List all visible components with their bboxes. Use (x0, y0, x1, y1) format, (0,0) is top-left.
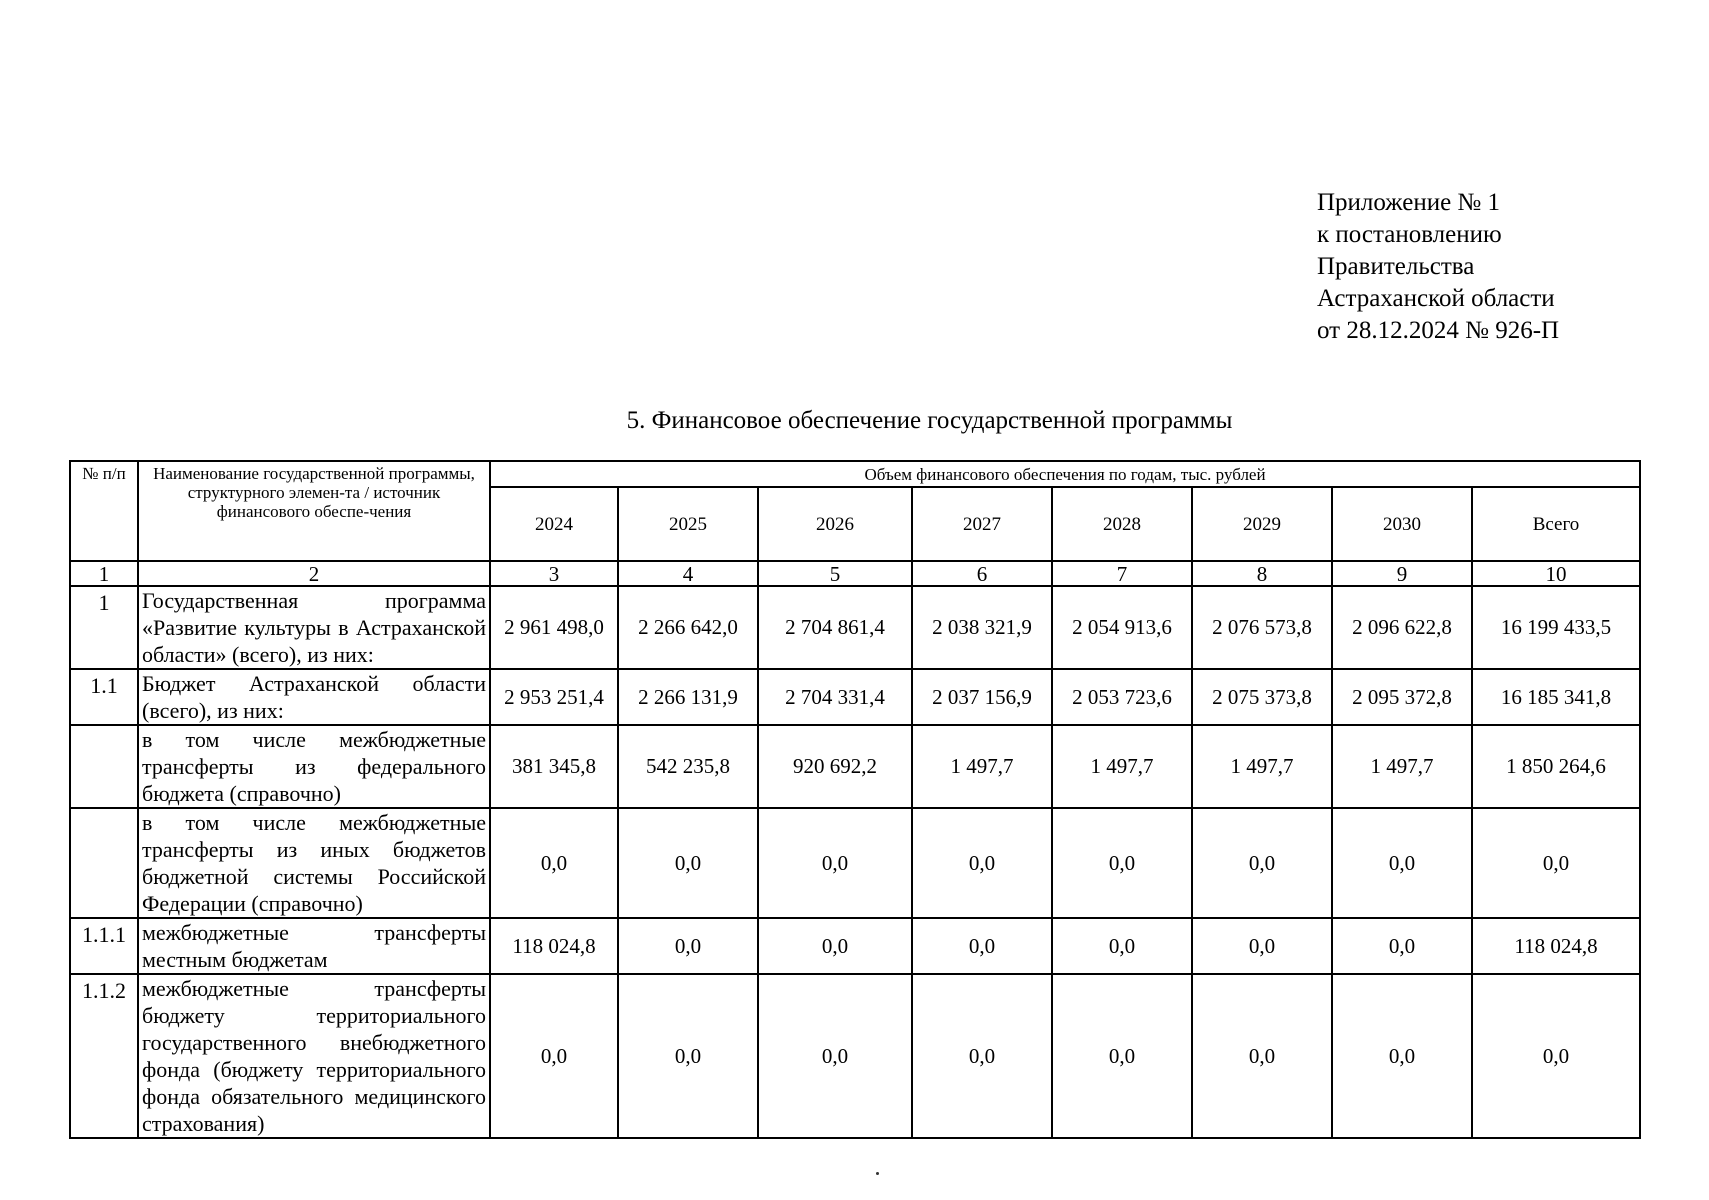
row-index: 1 (70, 586, 138, 669)
row-index: 1.1.1 (70, 918, 138, 974)
row-name: Государственная программа «Развитие культуры в Астраханской области» (всего), из них: (138, 586, 490, 669)
row-name: в том числе межбюджетные трансферты из федерального бюджета (справочно) (138, 725, 490, 808)
header-year: 2029 (1192, 487, 1332, 561)
header-year: 2025 (618, 487, 758, 561)
row-index: 1.1.2 (70, 974, 138, 1138)
header-name: Наименование государственной программы, структурного элемен-та / источник финансового обеспе-чения (138, 461, 490, 561)
row-value: 2 266 642,0 (618, 586, 758, 669)
column-number: 10 (1472, 561, 1640, 586)
row-value: 0,0 (618, 974, 758, 1138)
row-value: 2 076 573,8 (1192, 586, 1332, 669)
row-index (70, 725, 138, 808)
row-total: 0,0 (1472, 974, 1640, 1138)
column-number: 2 (138, 561, 490, 586)
row-value: 1 497,7 (1332, 725, 1472, 808)
row-value: 0,0 (618, 808, 758, 918)
row-value: 2 075 373,8 (1192, 669, 1332, 725)
header-year: 2026 (758, 487, 912, 561)
row-value: 0,0 (912, 918, 1052, 974)
header-number: № п/п (70, 461, 138, 561)
row-total: 16 199 433,5 (1472, 586, 1640, 669)
document-title: 5. Финансовое обеспечение государственной программы (626, 407, 1233, 434)
row-value: 0,0 (1052, 918, 1192, 974)
column-number-row (70, 561, 1640, 586)
row-name: Бюджет Астраханской области (всего), из них: (138, 669, 490, 725)
column-number: 6 (912, 561, 1052, 586)
row-value: 0,0 (618, 918, 758, 974)
row-value: 2 704 331,4 (758, 669, 912, 725)
row-value: 0,0 (1192, 974, 1332, 1138)
row-value: 0,0 (1332, 974, 1472, 1138)
column-number: 1 (70, 561, 138, 586)
row-value: 2 053 723,6 (1052, 669, 1192, 725)
row-value: 0,0 (758, 918, 912, 974)
table-row (70, 586, 1640, 669)
row-value: 2 038 321,9 (912, 586, 1052, 669)
header-year: 2027 (912, 487, 1052, 561)
row-value: 0,0 (1192, 808, 1332, 918)
scan-speck (876, 1172, 879, 1175)
row-value: 2 953 251,4 (490, 669, 618, 725)
table-row (70, 918, 1640, 974)
row-value: 0,0 (490, 974, 618, 1138)
row-value: 1 497,7 (1052, 725, 1192, 808)
annex-line: Астраханской области (1317, 285, 1555, 312)
column-number: 9 (1332, 561, 1472, 586)
row-value: 2 961 498,0 (490, 586, 618, 669)
row-value: 920 692,2 (758, 725, 912, 808)
row-value: 0,0 (1052, 974, 1192, 1138)
row-value: 0,0 (758, 974, 912, 1138)
header-volume-group: Объем финансового обеспечения по годам, тыс. рублей (490, 461, 1640, 487)
row-value: 0,0 (1052, 808, 1192, 918)
row-value: 2 095 372,8 (1332, 669, 1472, 725)
annex-line: к постановлению (1317, 221, 1502, 248)
row-name: межбюджетные трансферты местным бюджетам (138, 918, 490, 974)
row-total: 1 850 264,6 (1472, 725, 1640, 808)
row-value: 2 054 913,6 (1052, 586, 1192, 669)
row-index: 1.1 (70, 669, 138, 725)
row-total: 118 024,8 (1472, 918, 1640, 974)
table-row (70, 669, 1640, 725)
row-value: 0,0 (1192, 918, 1332, 974)
row-value: 2 266 131,9 (618, 669, 758, 725)
row-value: 2 704 861,4 (758, 586, 912, 669)
row-total: 16 185 341,8 (1472, 669, 1640, 725)
row-value: 118 024,8 (490, 918, 618, 974)
row-value: 0,0 (758, 808, 912, 918)
column-number: 4 (618, 561, 758, 586)
column-number: 7 (1052, 561, 1192, 586)
table-row (70, 808, 1640, 918)
row-value: 0,0 (1332, 808, 1472, 918)
table-row (70, 974, 1640, 1138)
annex-line: Правительства (1317, 253, 1475, 280)
annex-block (1317, 187, 1559, 347)
row-value: 0,0 (912, 808, 1052, 918)
header-year: 2030 (1332, 487, 1472, 561)
table-row (70, 725, 1640, 808)
header-total: Всего (1472, 487, 1640, 561)
row-value: 1 497,7 (1192, 725, 1332, 808)
annex-line: Приложение № 1 (1317, 189, 1501, 216)
row-value: 1 497,7 (912, 725, 1052, 808)
column-number: 5 (758, 561, 912, 586)
row-value: 0,0 (1332, 918, 1472, 974)
row-value: 2 037 156,9 (912, 669, 1052, 725)
header-year: 2028 (1052, 487, 1192, 561)
row-name: в том числе межбюджетные трансферты из иных бюджетов бюджетной системы Российской Федерации (справочно) (138, 808, 490, 918)
row-value: 542 235,8 (618, 725, 758, 808)
row-name: межбюджетные трансферты бюджету территориального государственного внебюджетного фонда (бюджету территориального фонда обязательного медицинского страхования) (138, 974, 490, 1138)
row-index (70, 808, 138, 918)
row-value: 0,0 (490, 808, 618, 918)
financing-table (69, 460, 1641, 1139)
row-value: 0,0 (912, 974, 1052, 1138)
column-number: 3 (490, 561, 618, 586)
header-year: 2024 (490, 487, 618, 561)
row-total: 0,0 (1472, 808, 1640, 918)
row-value: 2 096 622,8 (1332, 586, 1472, 669)
column-number: 8 (1192, 561, 1332, 586)
annex-line: от 28.12.2024 № 926-П (1317, 317, 1560, 344)
row-value: 381 345,8 (490, 725, 618, 808)
